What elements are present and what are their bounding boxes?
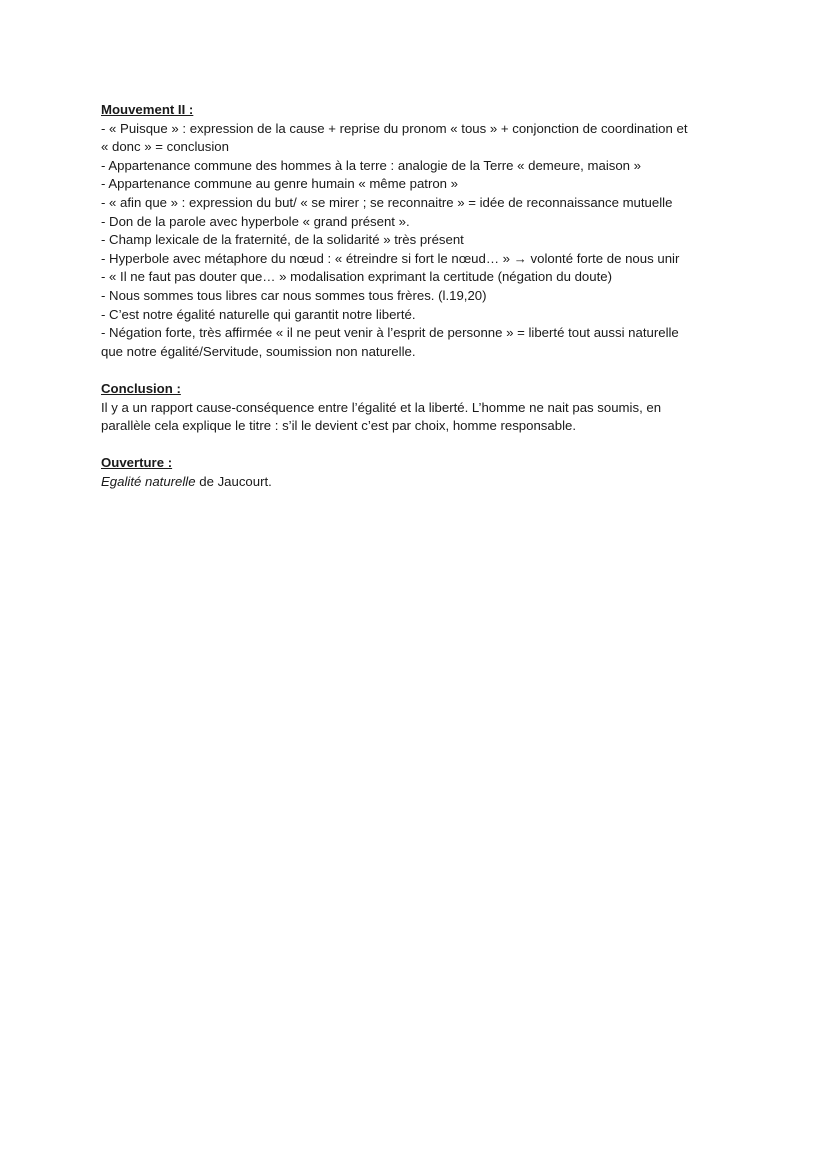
text-line: Il y a un rapport cause-conséquence entre l’égalité et la liberté. L’homme ne nait pas soumis, en	[101, 399, 662, 415]
text-line: - « afin que » : expression du but/ « se mirer ; se reconnaitre » = idée de reconnaissance mutuelle	[101, 194, 673, 210]
text-line: « donc » = conclusion	[101, 139, 229, 155]
section-heading: Ouverture :	[101, 455, 173, 471]
section-conclusion	[101, 380, 741, 436]
text-line: - Nous sommes tous libres car nous sommes tous frères. (l.19,20)	[101, 287, 487, 303]
text-line: que notre égalité/Servitude, soumission non naturelle.	[101, 343, 416, 359]
text-line: - Appartenance commune des hommes à la terre : analogie de la Terre « demeure, maison »	[101, 157, 642, 173]
text-line: - Hyperbole avec métaphore du nœud : « étreindre si fort le nœud… » → volonté forte de nous unir	[101, 250, 680, 266]
text-line: - « Il ne faut pas douter que… » modalisation exprimant la certitude (négation du doute)	[101, 269, 612, 285]
text-line	[101, 473, 741, 492]
section-heading: Mouvement II :	[101, 102, 194, 117]
section-heading: Conclusion :	[101, 380, 181, 396]
author-text: de Jaucourt.	[195, 473, 272, 489]
text-line: - C’est notre égalité naturelle qui garantit notre liberté.	[101, 306, 416, 322]
text-line: - « Puisque » : expression de la cause + reprise du pronom « tous » + conjonction de coordination et	[101, 120, 688, 136]
text-line: - Champ lexicale de la fraternité, de la solidarité » très présent	[101, 232, 464, 248]
text-line: parallèle cela explique le titre : s’il le devient c’est par choix, homme responsable.	[101, 418, 576, 434]
section-mouvement-2	[101, 101, 741, 361]
text-line: - Appartenance commune au genre humain « même patron »	[101, 176, 459, 192]
document-body	[101, 101, 741, 510]
text-line: - Don de la parole avec hyperbole « grand présent ».	[101, 213, 410, 229]
text-line: - Négation forte, très affirmée « il ne peut venir à l’esprit de personne » = liberté tout aussi naturelle	[101, 325, 679, 341]
section-ouverture	[101, 454, 741, 491]
work-title: Egalité naturelle	[101, 473, 196, 489]
